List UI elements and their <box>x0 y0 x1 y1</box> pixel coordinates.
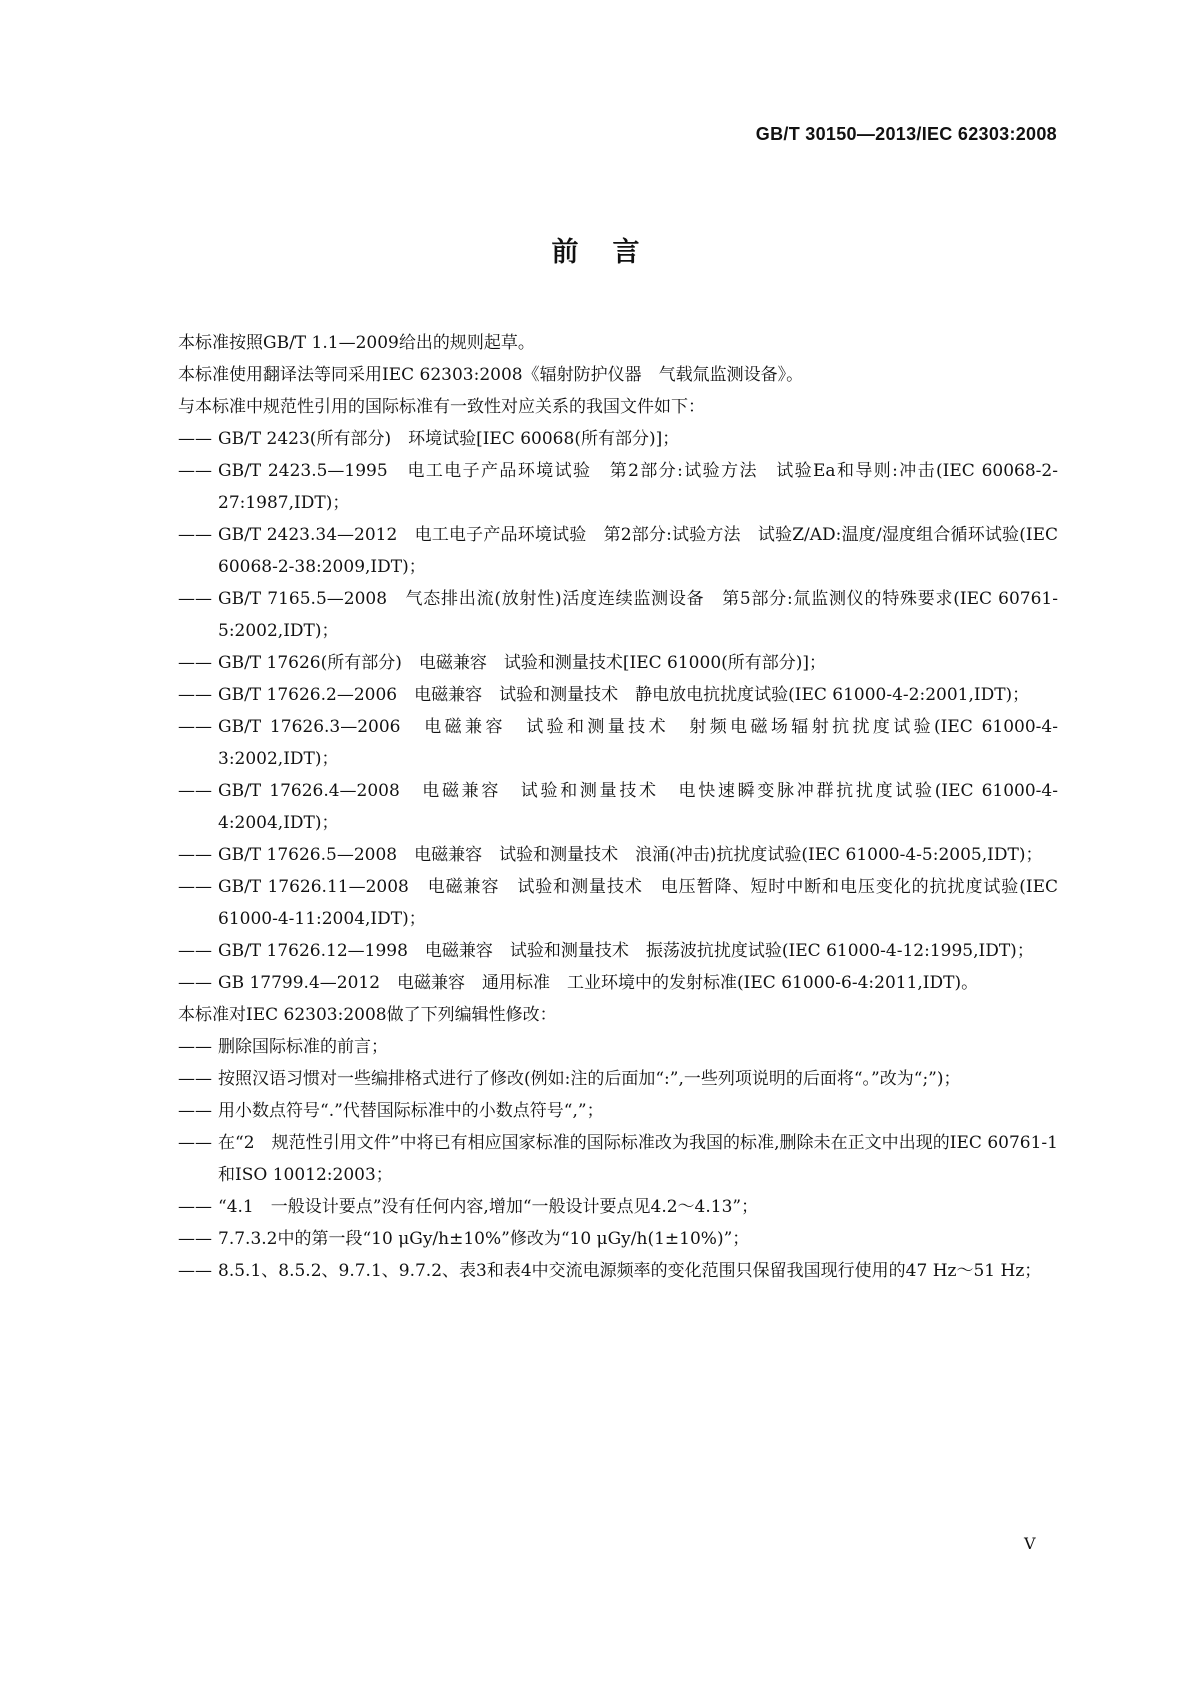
reference-item: —— GB 17799.4—2012 电磁兼容 通用标准 工业环境中的发射标准(IEC 61000-6-4:2011,IDT)。 <box>178 967 1058 999</box>
reference-item: —— GB/T 17626.5—2008 电磁兼容 试验和测量技术 浪涌(冲击)抗扰度试验(IEC 61000-4-5:2005,IDT)； <box>178 839 1058 871</box>
paragraph-drafting-rules: 本标准按照GB/T 1.1—2009给出的规则起草。 <box>178 333 535 353</box>
page-number: V <box>1024 1534 1036 1553</box>
page-title: 前言 <box>551 237 674 268</box>
reference-item: —— GB/T 17626.12—1998 电磁兼容 试验和测量技术 振荡波抗扰度试验(IEC 61000-4-12:1995,IDT)； <box>178 935 1058 967</box>
standard-code: GB/T 30150—2013/IEC 62303:2008 <box>755 124 1057 144</box>
modification-item: —— 8.5.1、8.5.2、9.7.1、9.7.2、表3和表4中交流电源频率的变化范围只保留我国现行使用的47 Hz～51 Hz； <box>178 1255 1058 1287</box>
dash-marker: —— <box>178 941 212 961</box>
document-body <box>178 327 1058 1287</box>
modification-item: —— 用小数点符号“.”代替国际标准中的小数点符号“,”； <box>178 1095 1058 1127</box>
dash-marker: —— <box>178 429 212 449</box>
dash-marker: —— <box>178 717 212 737</box>
reference-item: —— GB/T 2423.5—1995 电工电子产品环境试验 第2部分:试验方法 试验Ea和导则:冲击(IEC 60068-2-27:1987,IDT)； <box>178 455 1058 519</box>
dash-marker: —— <box>178 1133 212 1153</box>
dash-marker: —— <box>178 877 212 897</box>
reference-item: —— GB/T 17626.11—2008 电磁兼容 试验和测量技术 电压暂降、短时中断和电压变化的抗扰度试验(IEC 61000-4-11:2004,IDT)； <box>178 871 1058 935</box>
modification-item: —— “4.1 一般设计要点”没有任何内容,增加“一般设计要点见4.2～4.13”； <box>178 1191 1058 1223</box>
dash-marker: —— <box>178 1261 212 1281</box>
paragraph-adoption: 本标准使用翻译法等同采用IEC 62303:2008《辐射防护仪器 气载氚监测设备》。 <box>178 365 804 385</box>
dash-marker: —— <box>178 845 212 865</box>
paragraph-reference-intro: 与本标准中规范性引用的国际标准有一致性对应关系的我国文件如下： <box>178 397 705 417</box>
dash-marker: —— <box>178 525 212 545</box>
reference-item: —— GB/T 17626.2—2006 电磁兼容 试验和测量技术 静电放电抗扰度试验(IEC 61000-4-2:2001,IDT)； <box>178 679 1058 711</box>
modification-item: —— 在“2 规范性引用文件”中将已有相应国家标准的国际标准改为我国的标准,删除未在正文中出现的IEC 60761-1和ISO 10012:2003； <box>178 1127 1058 1191</box>
reference-item: —— GB/T 2423.34—2012 电工电子产品环境试验 第2部分:试验方法 试验Z/AD:温度/湿度组合循环试验(IEC 60068-2-38:2009,IDT)； <box>178 519 1058 583</box>
reference-item: —— GB/T 17626(所有部分) 电磁兼容 试验和测量技术[IEC 61000(所有部分)]； <box>178 647 1058 679</box>
dash-marker: —— <box>178 1101 212 1121</box>
dash-marker: —— <box>178 1069 212 1089</box>
reference-item: —— GB/T 17626.4—2008 电磁兼容 试验和测量技术 电快速瞬变脉冲群抗扰度试验(IEC 61000-4-4:2004,IDT)； <box>178 775 1058 839</box>
reference-item: —— GB/T 2423(所有部分) 环境试验[IEC 60068(所有部分)]； <box>178 423 1058 455</box>
modification-item: —— 7.7.3.2中的第一段“10 μGy/h±10%”修改为“10 μGy/h(1±10%)”； <box>178 1223 1058 1255</box>
dash-marker: —— <box>178 685 212 705</box>
dash-marker: —— <box>178 461 212 481</box>
dash-marker: —— <box>178 589 212 609</box>
modification-item: —— 删除国际标准的前言； <box>178 1031 1058 1063</box>
reference-item: —— GB/T 17626.3—2006 电磁兼容 试验和测量技术 射频电磁场辐射抗扰度试验(IEC 61000-4-3:2002,IDT)； <box>178 711 1058 775</box>
paragraph-modifications-intro: 本标准对IEC 62303:2008做了下列编辑性修改： <box>178 1005 557 1025</box>
reference-item: —— GB/T 7165.5—2008 气态排出流(放射性)活度连续监测设备 第5部分:氚监测仪的特殊要求(IEC 60761-5:2002,IDT)； <box>178 583 1058 647</box>
dash-marker: —— <box>178 1037 212 1057</box>
dash-marker: —— <box>178 973 212 993</box>
dash-marker: —— <box>178 1197 212 1217</box>
dash-marker: —— <box>178 1229 212 1249</box>
dash-marker: —— <box>178 653 212 673</box>
modification-item: —— 按照汉语习惯对一些编排格式进行了修改(例如:注的后面加“:”,一些列项说明的后面将“。”改为“;”)； <box>178 1063 1058 1095</box>
dash-marker: —— <box>178 781 212 801</box>
